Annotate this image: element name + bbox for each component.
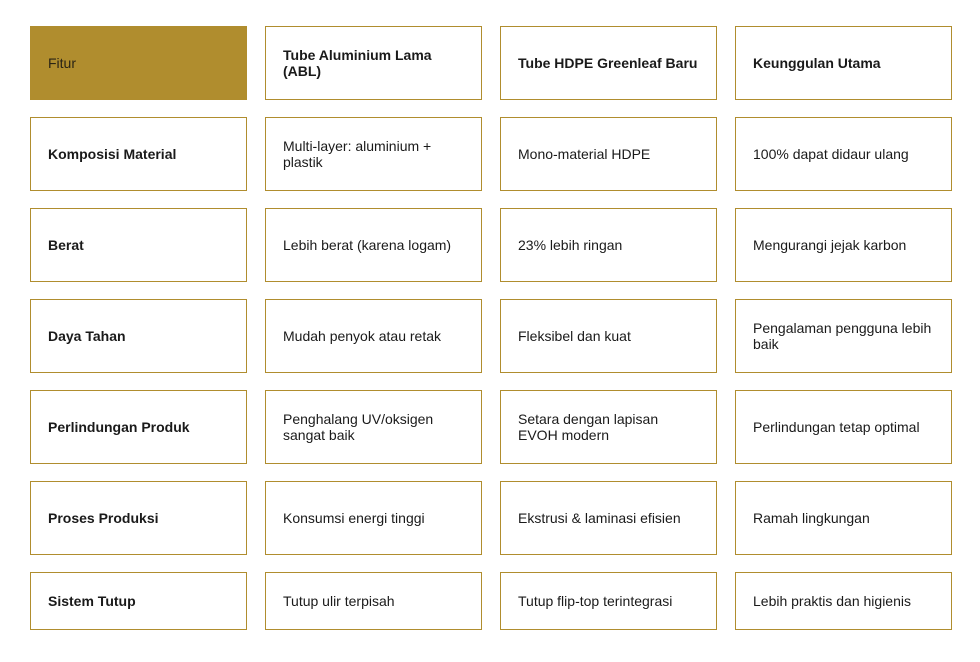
table-cell: Lebih berat (karena logam) (265, 208, 482, 282)
table-cell: Konsumsi energi tinggi (265, 481, 482, 555)
table-cell: 23% lebih ringan (500, 208, 717, 282)
table-cell: Penghalang UV/oksigen sangat baik (265, 390, 482, 464)
table-cell: Lebih praktis dan higienis (735, 572, 952, 630)
table-cell: Mono-material HDPE (500, 117, 717, 191)
row-label-production: Proses Produksi (30, 481, 247, 555)
row-label-closure: Sistem Tutup (30, 572, 247, 630)
table-cell: Tutup flip-top terintegrasi (500, 572, 717, 630)
table-cell: Ramah lingkungan (735, 481, 952, 555)
table-cell: Setara dengan lapisan EVOH modern (500, 390, 717, 464)
row-label-durability: Daya Tahan (30, 299, 247, 373)
table-cell: Perlindungan tetap optimal (735, 390, 952, 464)
table-cell: Multi-layer: aluminium + plastik (265, 117, 482, 191)
header-cell-advantage: Keunggulan Utama (735, 26, 952, 100)
row-label-protection: Perlindungan Produk (30, 390, 247, 464)
comparison-table (30, 26, 948, 630)
table-cell: Ekstrusi & laminasi efisien (500, 481, 717, 555)
table-cell: Mudah penyok atau retak (265, 299, 482, 373)
header-cell-old-tube: Tube Aluminium Lama (ABL) (265, 26, 482, 100)
row-label-material: Komposisi Material (30, 117, 247, 191)
table-cell: Fleksibel dan kuat (500, 299, 717, 373)
header-cell-new-tube: Tube HDPE Greenleaf Baru (500, 26, 717, 100)
table-cell: 100% dapat didaur ulang (735, 117, 952, 191)
header-cell-feature: Fitur (30, 26, 247, 100)
table-cell: Pengalaman pengguna lebih baik (735, 299, 952, 373)
table-cell: Mengurangi jejak karbon (735, 208, 952, 282)
row-label-weight: Berat (30, 208, 247, 282)
table-cell: Tutup ulir terpisah (265, 572, 482, 630)
